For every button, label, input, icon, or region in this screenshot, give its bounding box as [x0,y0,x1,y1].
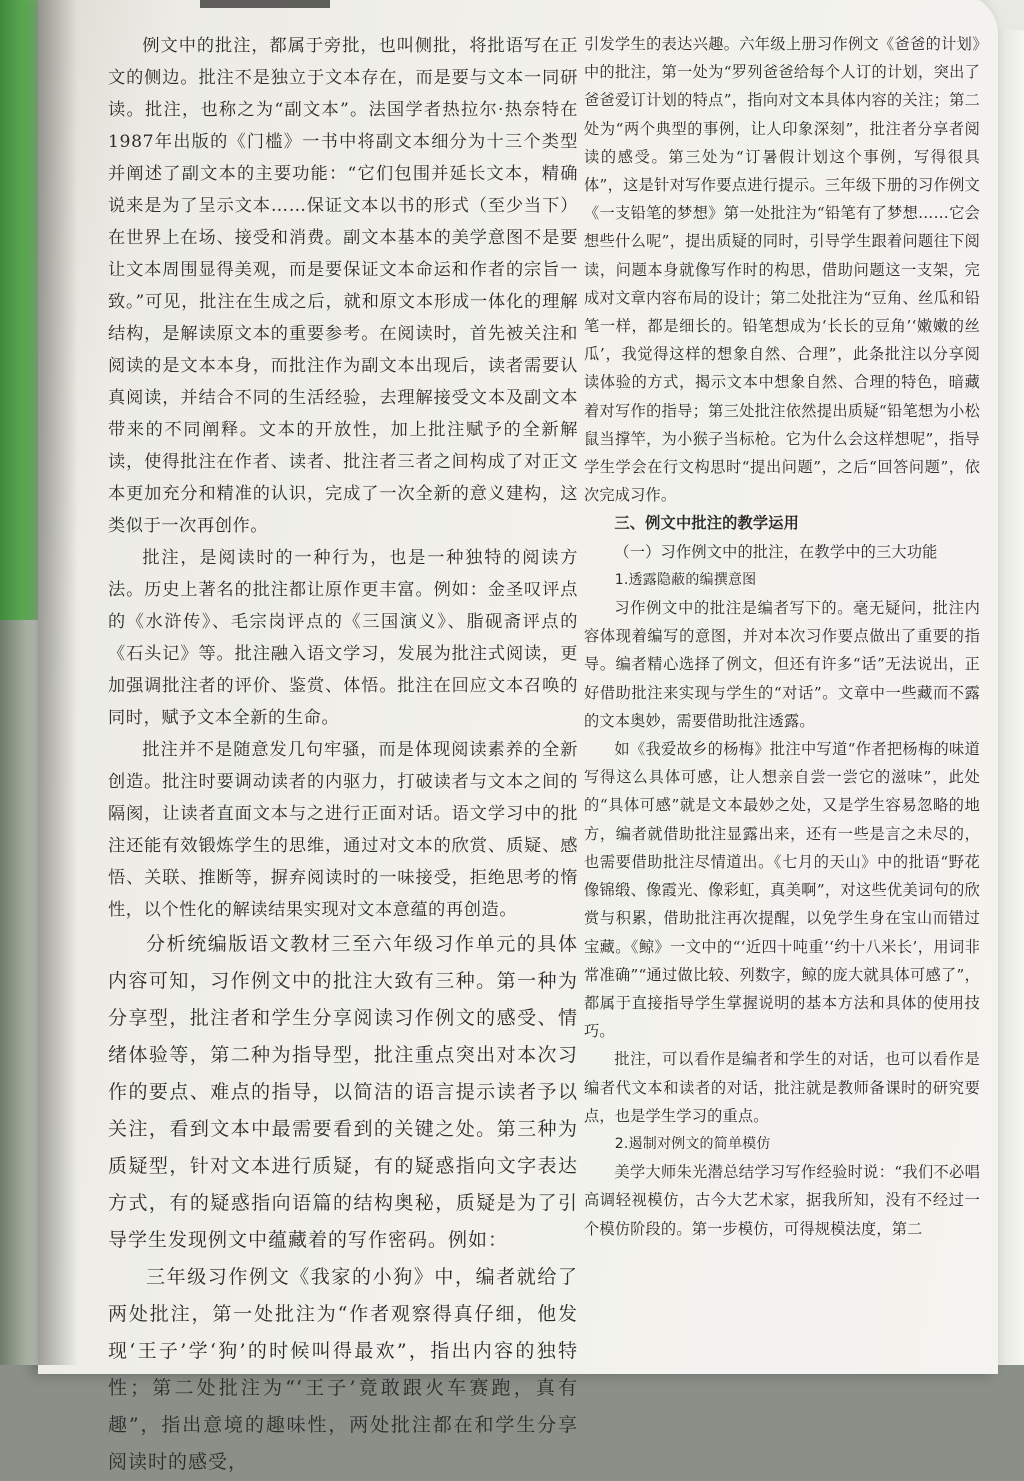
running-header-fragment [200,0,330,8]
spine-shadow [38,0,78,1365]
left-paragraph-2: 批注，是阅读时的一种行为，也是一种独特的阅读方法。历史上著名的批注都让原作更丰富。例如：金圣叹评点的《水浒传》、毛宗岗评点的《三国演义》、脂砚斋评点的《石头记》等。批注融入语文学习，发展为批注式阅读，更加强调批注者的评价、鉴赏、体悟。批注在回应文本召唤的同时，赋予文本全新的生命。 [108,548,578,728]
left-paragraph-3: 批注并不是随意发几句牢骚，而是体现阅读素养的全新创造。批注时要调动读者的内驱力，打破读者与文本之间的隔阂，让读者直面文本与之进行正面对话。语文学习中的批注还能有效锻炼学生的思维，通过对文本的欣赏、质疑、感悟、关联、推断等，摒弃阅读时的一味接受，拒绝思考的惰性，以个性化的解读结果实现对文本意蕴的再创造。 [108,740,578,920]
right-paragraph-5: 美学大师朱光潜总结学习写作经验时说：“我们不必唱高调轻视模仿，古今大艺术家，据我所知，没有不经过一个模仿阶段的。第一步模仿，可得规模法度，第二 [584,1163,980,1238]
left-paragraph-4: 分析统编版语文教材三至六年级习作单元的具体内容可知，习作例文中的批注大致有三种。第一种为分享型，批注者和学生分享阅读习作例文的感受、情绪体验等，第二种为指导型，批注重点突出对本次习作的要点、难点的指导，以简洁的语言提示读者予以关注，看到文本中最需要看到的关键之处。第三种为质疑型，针对文本进行质疑，有的疑惑指向文字表达方式，有的疑惑指向语篇的结构奥秘，质疑是为了引导学生发现例文中蕴藏着的写作密码。例如： [108,933,578,1251]
right-paragraph-1: 引发学生的表达兴趣。六年级上册习作例文《爸爸的计划》中的批注，第一处为“罗列爸爸给每个人订的计划，突出了爸爸爱订计划的特点”，指向对文本具体内容的关注；第二处为“两个典型的事例，让人印象深刻”，批注者分享者阅读的感受。第三处为“订暑假计划这个事例，写得很具体”，这是针对写作要点进行提示。三年级下册的习作例文《一支铅笔的梦想》第一处批注为“铅笔有了梦想……它会想些什么呢”，提出质疑的同时，引导学生跟着问题往下阅读，问题本身就像写作时的构思，借助问题这一支架，完成对文章内容布局的设计；第二处批注为“豆角、丝瓜和铅笔一样，都是细长的。铅笔想成为‘长长的豆角’‘嫩嫩的丝瓜’，我觉得这样的想象自然、合理”，此条批注以分享阅读体验的方式，揭示文本中想象自然、合理的特色，暗藏着对写作的指导；第三处批注依然提出质疑“铅笔想为小松鼠当撑竿，为小猴子当标枪。它为什么会这样想呢”，指导学生学会在行文构思时“提出问题”，之后“回答问题”，依次完成习作。 [584,35,980,505]
item-1-heading: 1.透露隐蔽的编撰意图 [614,571,757,588]
item-2-heading: 2.遏制对例文的简单模仿 [614,1135,771,1152]
left-column [108,30,578,1481]
left-paragraph-5: 三年级习作例文《我家的小狗》中，编者就给了两处批注，第一处批注为“作者观察得真仔细，他发现‘王子’学‘狗’的时候叫得最欢”，指出内容的独特性；第二处批注为“‘王子’竟敢跟火车赛跑，真有趣”，指出意境的趣味性，两处批注都在和学生分享阅读时的感受， [108,1266,578,1473]
left-paragraph-1: 例文中的批注，都属于旁批，也叫侧批，将批语写在正文的侧边。批注不是独立于文本存在，而是要与文本一同研读。批注，也称之为“副文本”。法国学者热拉尔·热奈特在1987年出版的《门槛》一书中将副文本细分为十三个类型并阐述了副文本的主要功能：“它们包围并延长文本，精确说来是为了呈示文本……保证文本以书的形式（至少当下）在世界上在场、接受和消费。副文本基本的美学意图不是要让文本周围显得美观，而是要保证文本命运和作者的宗旨一致。”可见，批注在生成之后，就和原文本形成一体化的理解结构，是解读原文本的重要参考。在阅读时，首先被关注和阅读的是文本本身，而批注作为副文本出现后，读者需要认真阅读，并结合不同的生活经验，去理解接受文本及副文本带来的不同阐释。文本的开放性，加上批注赋予的全新解读，使得批注在作者、读者、批注者三者之间构成了对正文本更加充分和精准的认识，完成了一次全新的意义建构，这类似于一次再创作。 [108,36,578,536]
section-heading: 三、例文中批注的教学运用 [614,514,800,533]
right-paragraph-3: 如《我爱故乡的杨梅》批注中写道“作者把杨梅的味道写得这么具体可感，让人想亲自尝一尝它的滋味”，此处的“具体可感”就是文本最妙之处，又是学生容易忽略的地方，编者就借助批注显露出来，还有一些是言之未尽的，也需要借助批注尽情道出。《七月的天山》中的批语“野花像锦缎、像霞光、像彩虹，真美啊”，对这些优美词句的欣赏与积累，借助批注再次提醒，以免学生身在宝山而错过宝藏。《鲸》一文中的“‘近四十吨重’‘约十八米长’，用词非常准确”“通过做比较、列数字，鲸的庞大就具体可感了”，都属于直接指导学生掌握说明的基本方法和具体的使用技巧。 [584,740,980,1041]
right-paragraph-4: 批注，可以看作是编者和学生的对话，也可以看作是编者代文本和读者的对话，批注就是教师备课时的研究要点，也是学生学习的重点。 [584,1050,980,1125]
right-paragraph-2: 习作例文中的批注是编者写下的。毫无疑问，批注内容体现着编写的意图，并对本次习作要点做出了重要的指导。编者精心选择了例文，但还有许多“话”无法说出，正好借助批注来实现与学生的“对话”。文章中一些藏而不露的文本奥妙，需要借助批注透露。 [584,599,980,730]
right-column [584,30,980,1243]
sub-heading: （一）习作例文中的批注，在教学中的三大功能 [614,542,938,561]
